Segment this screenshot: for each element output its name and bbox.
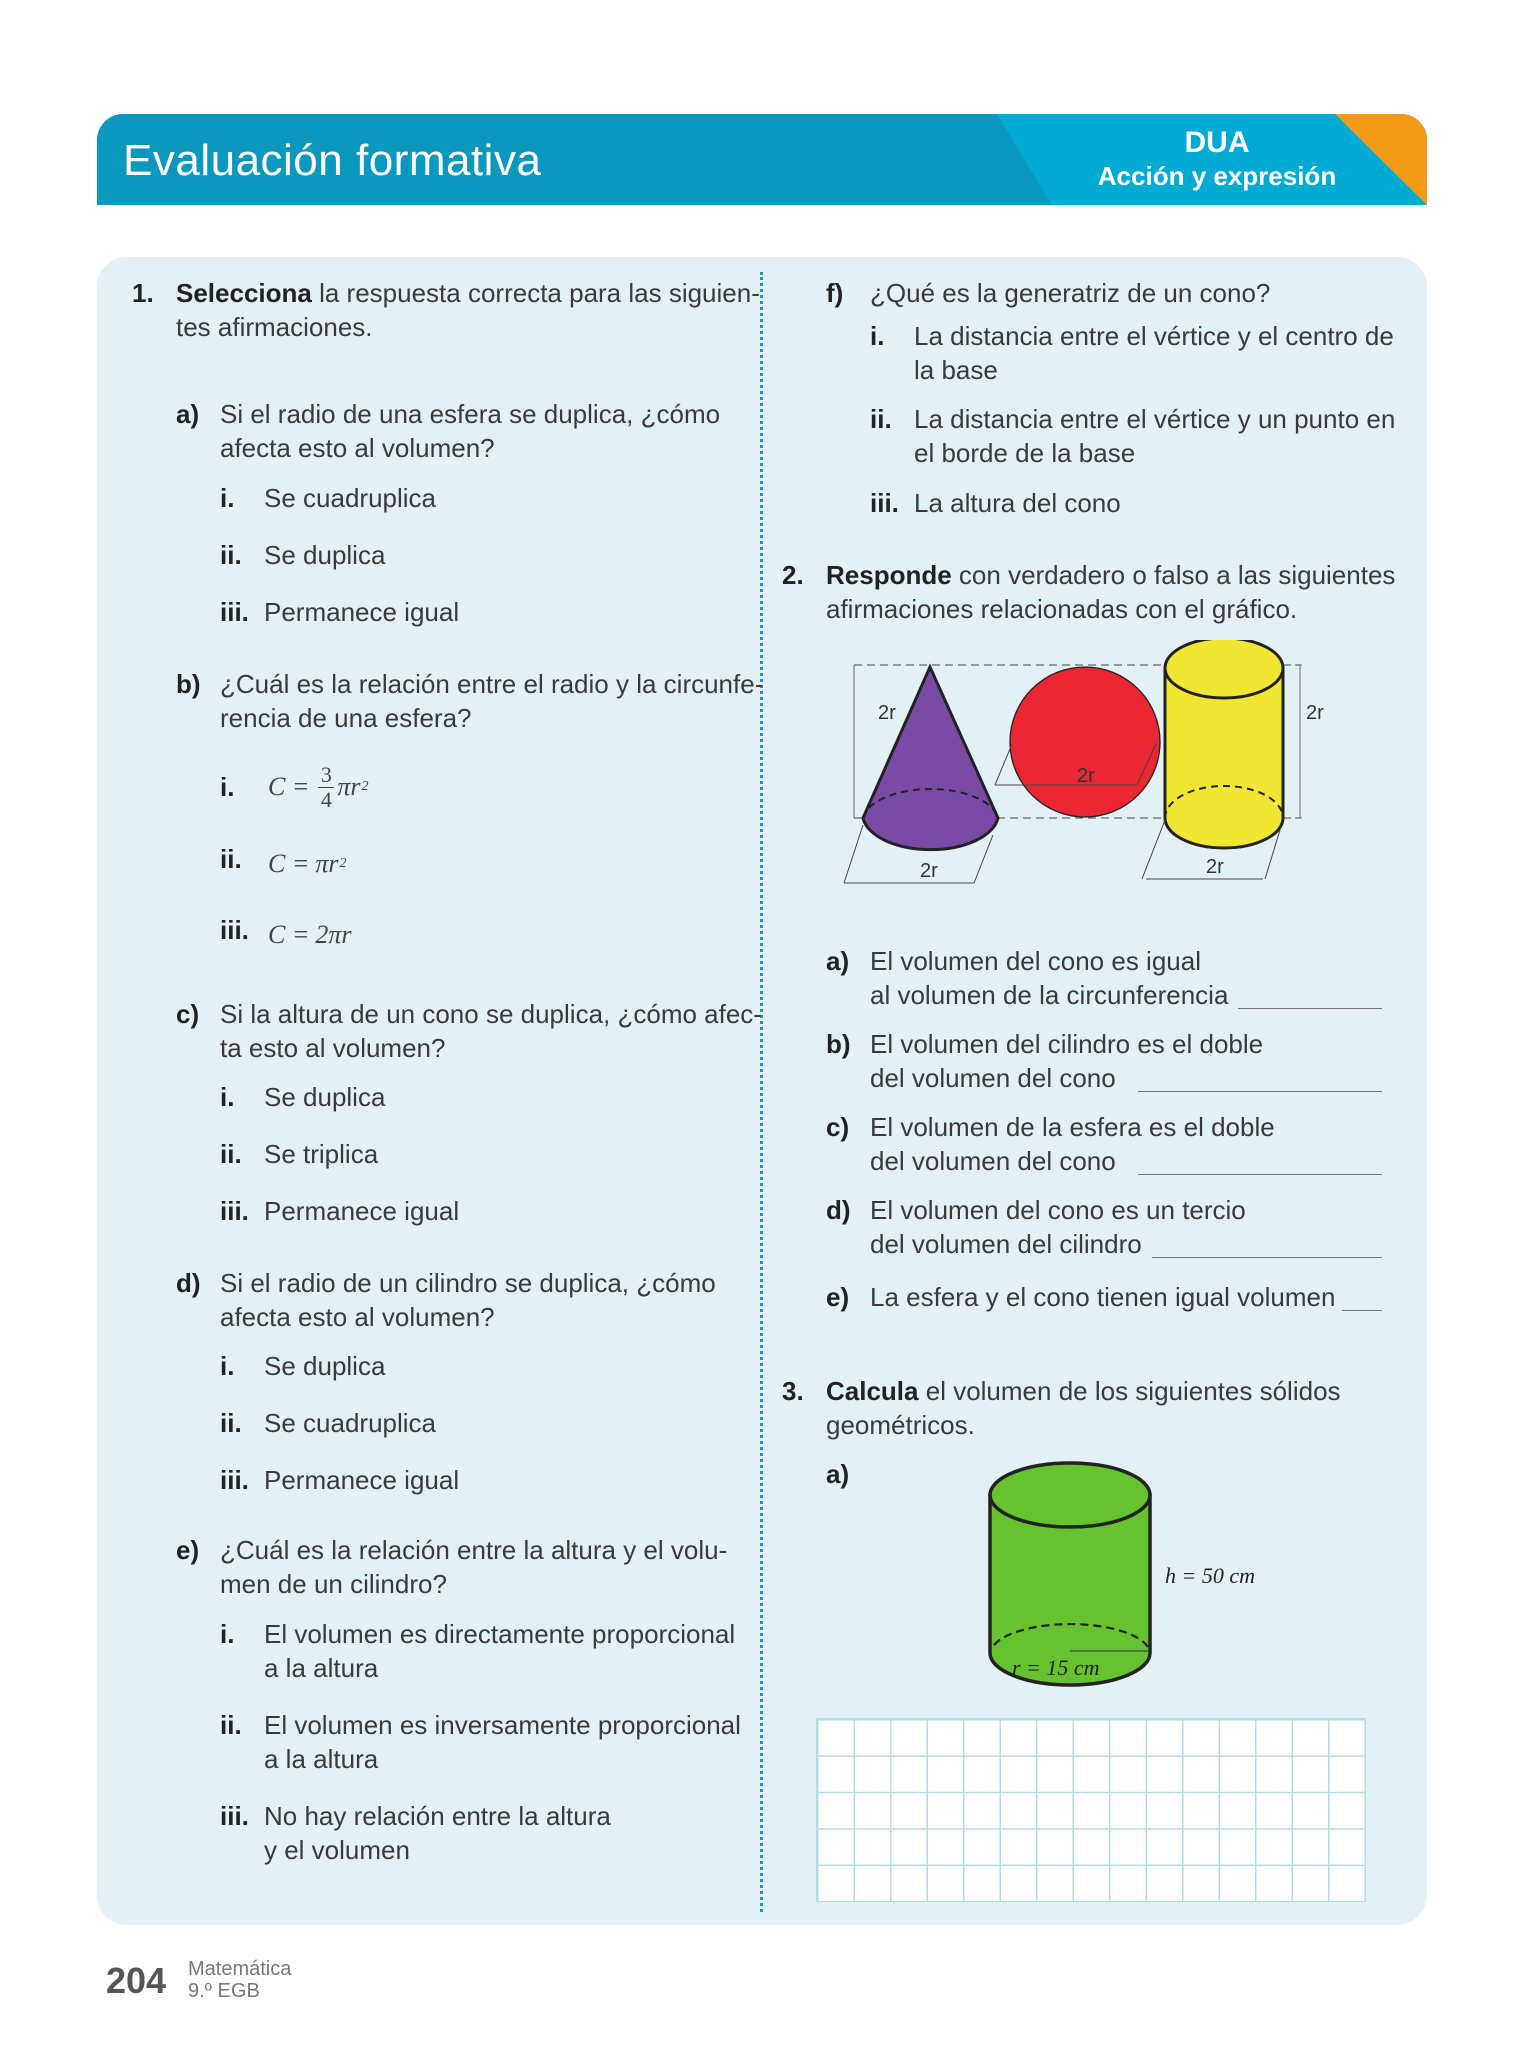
item-label: c) <box>826 1112 850 1142</box>
fraction-denominator: 4 <box>320 786 332 812</box>
item-b-question-line1: ¿Cuál es la relación entre el radio y la circunfe- <box>220 669 764 699</box>
item-text-line2: del volumen del cilindro <box>870 1229 1142 1259</box>
option-text: Se duplica <box>264 1082 386 1112</box>
option-text-line1: La distancia entre el vértice y el centro de <box>914 321 1394 351</box>
option-label: i. <box>220 1082 235 1112</box>
grade-level: 9.º EGB <box>188 1980 260 2002</box>
item-e-question-line1: ¿Cuál es la relación entre la altura y el volu- <box>220 1535 728 1565</box>
option-text-line2: y el volumen <box>264 1835 410 1865</box>
item-e-question-line2: men de un cilindro? <box>220 1569 447 1599</box>
option-text-line2: a la altura <box>264 1744 379 1774</box>
cone-diameter-label: 2r <box>920 860 938 882</box>
sphere-diameter-label: 2r <box>1077 765 1095 787</box>
instruction-verb: Responde <box>826 560 952 590</box>
option-label: i. <box>220 1619 235 1649</box>
option-text-line1: El volumen es directamente proporcional <box>264 1619 736 1649</box>
dua-badge <box>1087 126 1347 192</box>
item-label: d) <box>826 1195 851 1225</box>
item-a-question-line1: Si el radio de una esfera se duplica, ¿cómo <box>220 399 721 429</box>
green-cylinder-top <box>990 1463 1150 1527</box>
formula-lhs: C = <box>268 920 310 949</box>
item-a-question-line2: afecta esto al volumen? <box>220 433 495 463</box>
option-text-line2: a la altura <box>264 1653 379 1683</box>
option-text-line1: La altura del cono <box>914 488 1121 518</box>
instruction-verb: Calcula <box>826 1376 919 1406</box>
formula-rhs: πr <box>337 772 361 801</box>
prompt-line-1: el volumen de los siguientes sólidos <box>925 1376 1341 1406</box>
option-text: Se cuadruplica <box>264 483 436 513</box>
option-text-line1: El volumen es inversamente proporcional <box>264 1710 741 1740</box>
answer-blank[interactable] <box>1342 1282 1382 1311</box>
option-label: iii. <box>220 915 249 945</box>
option-label: iii. <box>870 488 899 518</box>
question-1-prompt <box>176 276 760 310</box>
sphere-shape <box>1010 667 1160 817</box>
option-label: ii. <box>220 540 242 570</box>
page-number: 204 <box>106 1960 167 2001</box>
item-label: b) <box>826 1029 851 1059</box>
formula-lhs: C = <box>268 849 310 878</box>
item-label: e) <box>176 1535 200 1565</box>
dua-subtitle: Acción y expresión <box>1097 161 1337 191</box>
item-text-line2: del volumen del cono <box>870 1146 1116 1176</box>
cylinder-diameter-label: 2r <box>1206 856 1224 878</box>
answer-grid[interactable] <box>816 1718 1366 1902</box>
option-label: ii. <box>220 844 242 874</box>
option-label: iii. <box>220 1196 249 1226</box>
item-text-line1: El volumen del cono es un tercio <box>870 1195 1246 1225</box>
question-3-prompt <box>826 1374 1341 1408</box>
item-label: e) <box>826 1282 850 1312</box>
answer-blank[interactable] <box>1138 1146 1382 1175</box>
formula-lhs: C = <box>268 772 310 801</box>
formula <box>268 846 347 882</box>
prompt-line-2: tes afirmaciones. <box>176 312 373 342</box>
item-c-question-line2: ta esto al volumen? <box>220 1033 446 1063</box>
item-text-line1: El volumen del cono es igual <box>870 946 1201 976</box>
fraction <box>318 763 334 812</box>
item-label: a) <box>176 399 200 429</box>
item-text-line2: del volumen del cono <box>870 1063 1116 1093</box>
cone-shape <box>863 667 998 850</box>
option-text: Se triplica <box>264 1139 379 1169</box>
option-text: Se duplica <box>264 1351 386 1381</box>
prompt-line-1: con verdadero o falso a las siguientes <box>958 560 1396 590</box>
cylinder-top <box>1165 640 1283 698</box>
answer-blank[interactable] <box>1238 980 1382 1009</box>
option-label: iii. <box>220 1465 249 1495</box>
cone-height-label: 2r <box>878 702 896 724</box>
formula-rhs: πr <box>315 849 339 878</box>
option-text-line2: el borde de la base <box>914 438 1136 468</box>
column-divider <box>760 272 763 1912</box>
item-label: a) <box>826 946 850 976</box>
question-number: 1. <box>132 278 154 308</box>
option-text-line1: La distancia entre el vértice y un punto en <box>914 404 1396 434</box>
option-label: i. <box>220 483 235 513</box>
cone-diameter-extension <box>844 825 863 883</box>
item-label: f) <box>826 278 844 308</box>
item-text-line2: al volumen de la circunferencia <box>870 980 1229 1010</box>
item-text-line1: La esfera y el cono tienen igual volumen <box>870 1282 1336 1312</box>
option-label: i. <box>220 772 235 802</box>
item-label: c) <box>176 999 200 1029</box>
section-title: Evaluación formativa <box>123 136 542 185</box>
formula-rhs: 2πr <box>315 920 352 949</box>
item-text-line1: El volumen del cilindro es el doble <box>870 1029 1264 1059</box>
prompt-line-2: geométricos. <box>826 1410 975 1440</box>
option-text-line1: No hay relación entre la altura <box>264 1801 611 1831</box>
item-label: b) <box>176 669 201 699</box>
option-label: i. <box>870 321 885 351</box>
option-text: Se cuadruplica <box>264 1408 436 1438</box>
option-text: Permanece igual <box>264 597 460 627</box>
sphere-diameter-extension <box>995 744 1012 785</box>
option-label: ii. <box>870 404 892 434</box>
question-2-prompt <box>826 558 1395 592</box>
cone-diameter-extension <box>974 835 993 883</box>
instruction-verb: Selecciona <box>176 278 312 308</box>
option-text: Permanece igual <box>264 1465 460 1495</box>
option-text: Se duplica <box>264 540 386 570</box>
option-label: ii. <box>220 1139 242 1169</box>
option-label: i. <box>220 1351 235 1381</box>
formula <box>268 917 352 953</box>
option-label: ii. <box>220 1408 242 1438</box>
question-number: 2. <box>782 560 804 590</box>
footer-subject <box>188 1958 291 2002</box>
item-label: a) <box>826 1459 850 1489</box>
item-label: d) <box>176 1268 201 1298</box>
answer-blank[interactable] <box>1152 1229 1382 1258</box>
option-label: ii. <box>220 1710 242 1740</box>
dua-title: DUA <box>1184 126 1250 159</box>
fraction-numerator: 3 <box>320 761 332 787</box>
question-number: 3. <box>782 1376 804 1406</box>
cylinder-diameter-extension <box>1142 820 1165 879</box>
option-text-line2: la base <box>914 355 998 385</box>
section-header <box>97 114 1427 205</box>
answer-blank[interactable] <box>1138 1063 1382 1092</box>
formula <box>268 758 369 816</box>
cylinder-height-label: 2r <box>1306 702 1324 724</box>
item-b-question-line2: rencia de una esfera? <box>220 703 472 733</box>
option-label: iii. <box>220 597 249 627</box>
option-text: Permanece igual <box>264 1196 460 1226</box>
formula-exponent: 2 <box>361 779 369 794</box>
subject-name: Matemática <box>188 1958 292 1980</box>
item-f-question: ¿Qué es la generatriz de un cono? <box>870 278 1271 308</box>
item-c-question-line1: Si la altura de un cono se duplica, ¿cómo afec- <box>220 999 762 1029</box>
height-label: h = 50 cm <box>1165 1563 1255 1588</box>
item-d-question-line1: Si el radio de un cilindro se duplica, ¿cómo <box>220 1268 716 1298</box>
formula-exponent: 2 <box>339 856 347 871</box>
prompt-line-2: afirmaciones relacionadas con el gráfico. <box>826 594 1298 624</box>
radius-label: r = 15 cm <box>1012 1655 1100 1680</box>
prompt-line-1: la respuesta correcta para las siguien- <box>319 278 760 308</box>
option-label: iii. <box>220 1801 249 1831</box>
item-text-line1: El volumen de la esfera es el doble <box>870 1112 1275 1142</box>
item-d-question-line2: afecta esto al volumen? <box>220 1302 495 1332</box>
